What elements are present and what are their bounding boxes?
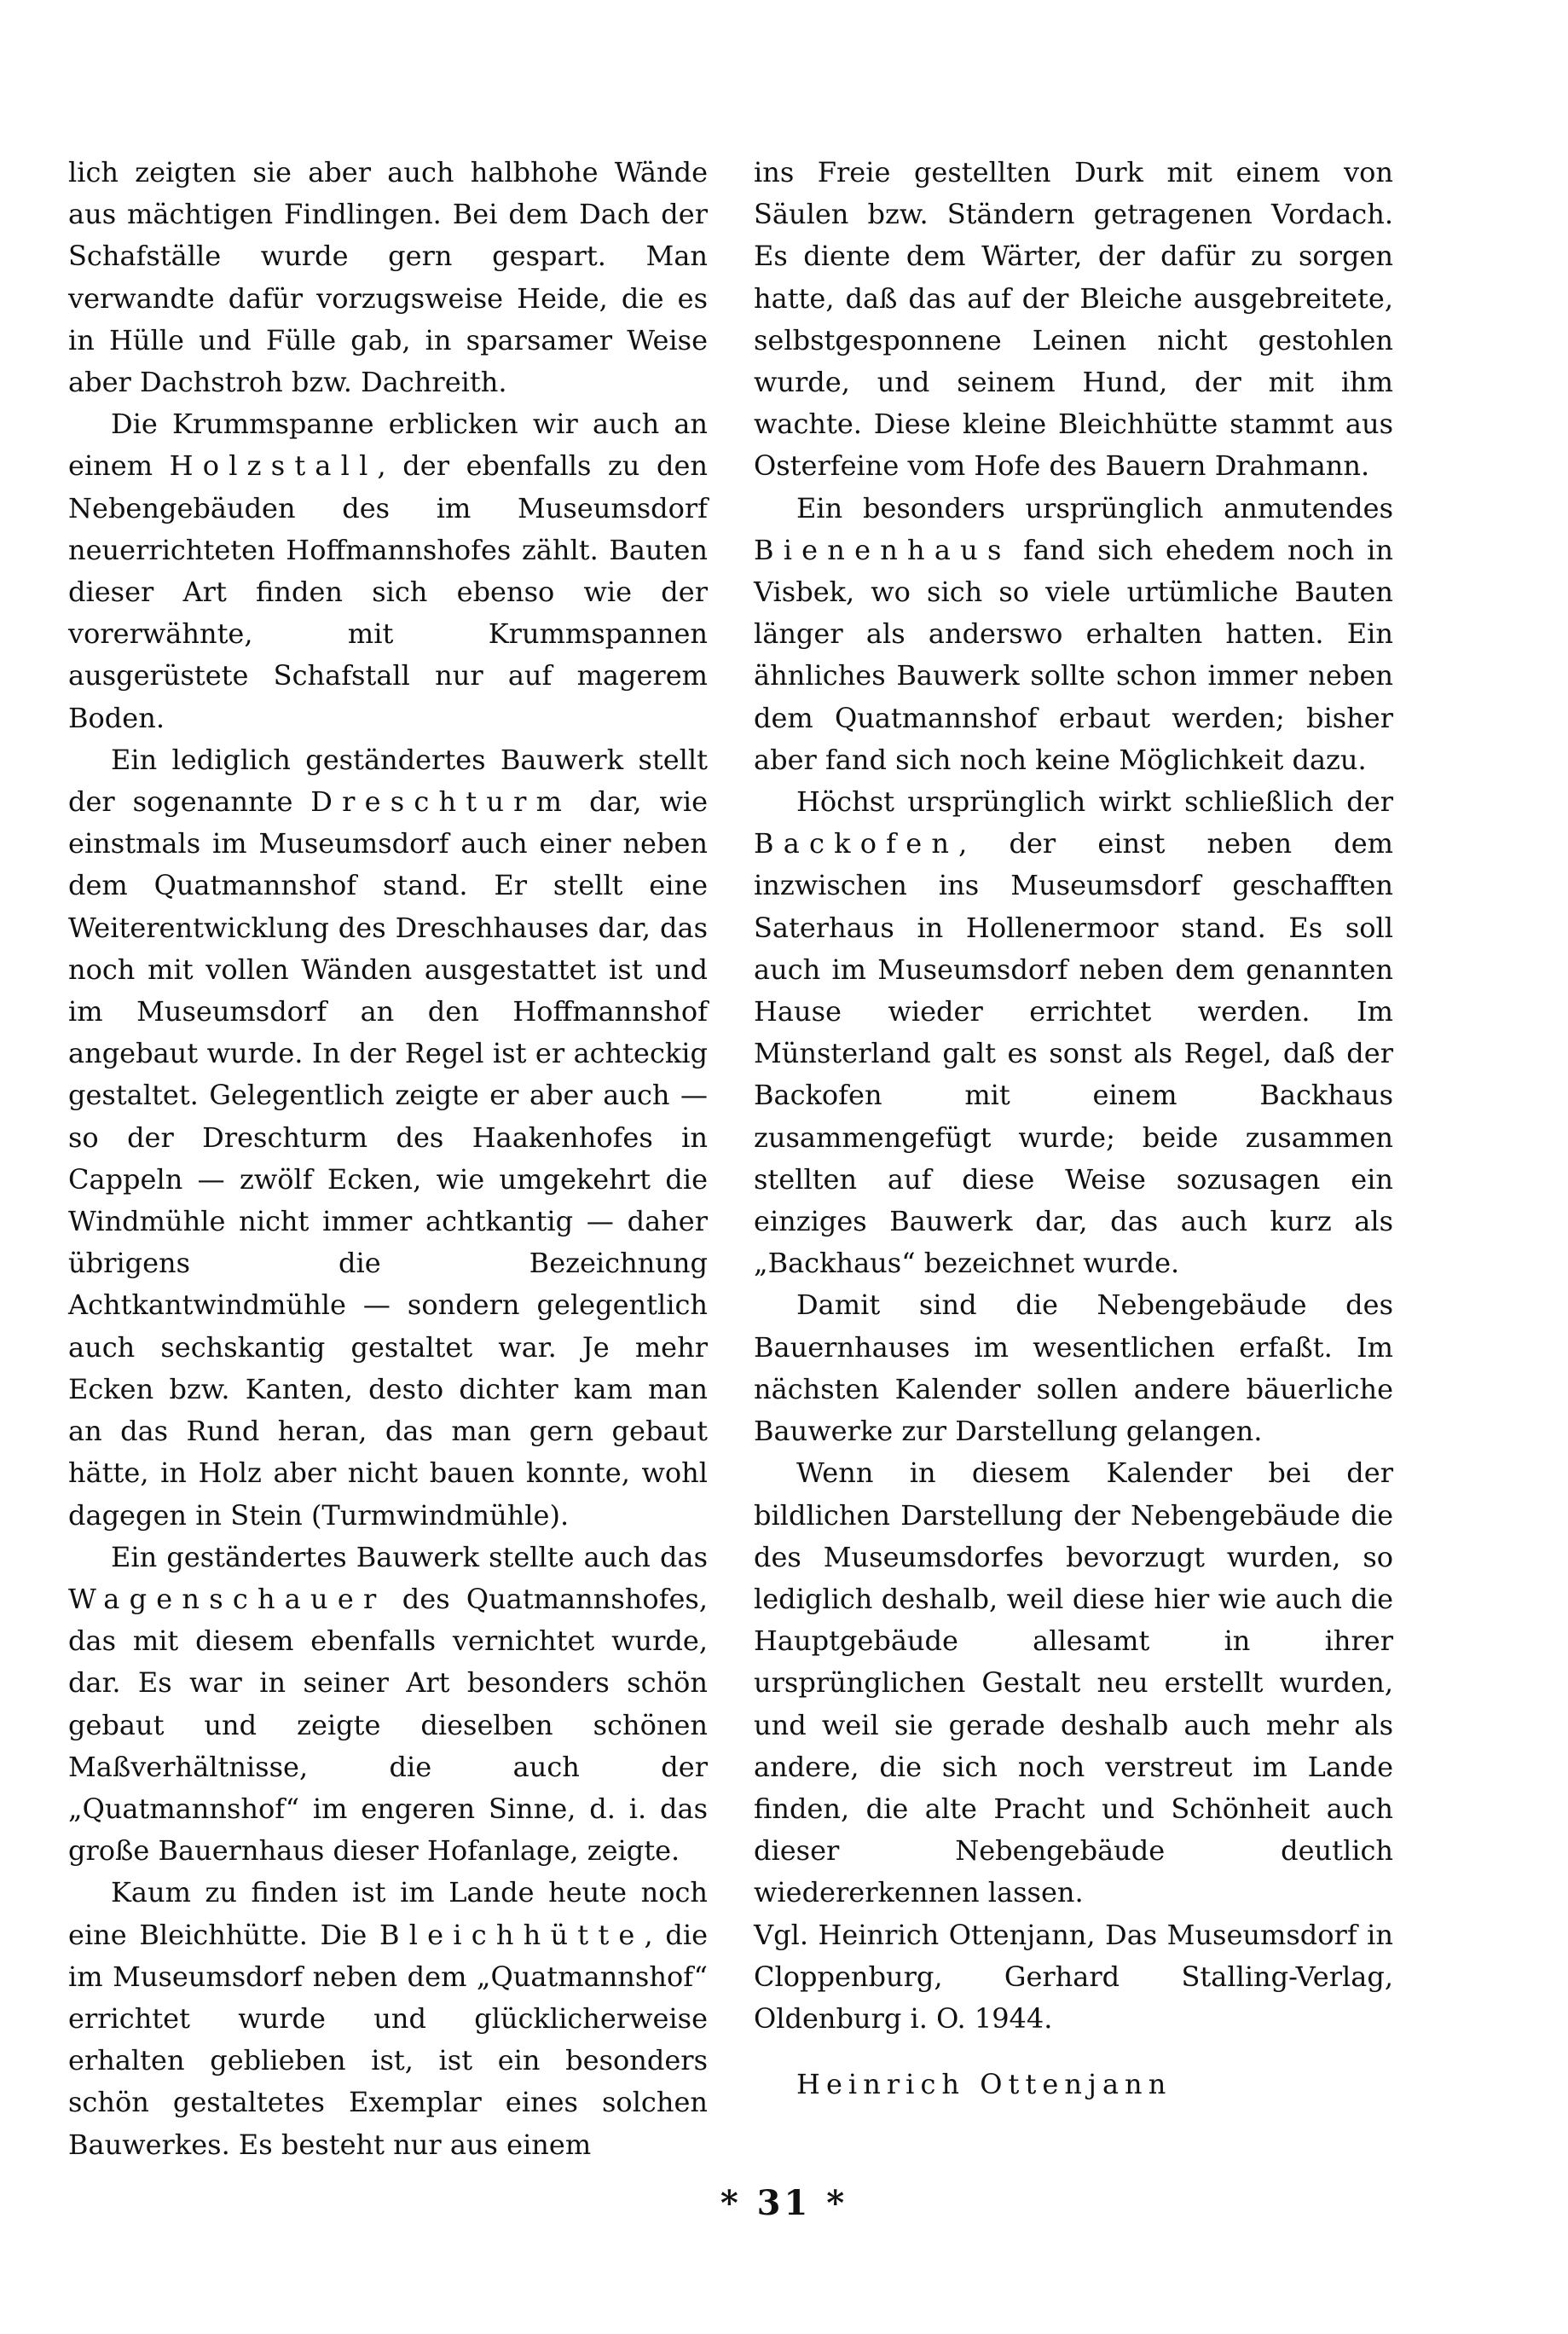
right-column	[754, 152, 1393, 2105]
paragraph: Die Krummspanne erblicken wir auch an einem Holzstall, der ebenfalls zu den Nebengebäuden des im Museumsdorf neuerrichteten Hoffmannshofes zählt. Bauten dieser Art finden sich ebenso wie der vorerwähnte, mit Krummspannen ausgerüstete Schafstall nur auf magerem Boden.	[68, 408, 709, 734]
spaced-term: Wagenschauer	[68, 1582, 386, 1615]
page-number: * 31 *	[720, 2183, 848, 2223]
spaced-term: Bienenhaus	[754, 533, 1011, 566]
paragraph: Höchst ursprünglich wirkt schließlich der Backofen, der einst neben dem inzwischen ins Museumsdorf geschafften Saterhaus in Hollenermoor stand. Es soll auch im Museumsdorf neben dem genannten Hause wieder errichtet werden. Im Münsterland galt es sonst als Regel, daß der Backofen mit einem Backhaus zusammengefügt wurde; beide zusammen stellten auf diese Weise sozusagen ein einziges Bauwerk dar, das auch kurz als „Backhaus“ bezeichnet wurde.	[754, 785, 1393, 1280]
paragraph: Ein lediglich geständertes Bauwerk stellt der sogenannte Dreschturm dar, wie einstmals im Museumsdorf auch einer neben dem Quatmannshof stand. Er stellt eine Weiterentwicklung des Dreschhauses dar, das noch mit vollen Wänden ausgestattet ist und im Museumsdorf an den Hoffmannshof angebaut wurde. In der Regel ist er achteckig gestaltet. Gelegentlich zeigte er aber auch — so der Dreschturm des Haakenhofes in Cappeln — zwölf Ecken, wie umgekehrt die Windmühle nicht immer achtkantig — daher übrigens die Bezeichnung Achtkantwindmühle — sondern gelegentlich auch sechskantig gestaltet war. Je mehr Ecken bzw. Kanten, desto dichter kam man an das Rund heran, das man gern gebaut hätte, in Holz aber nicht bauen konnte, wohl dagegen in Stein (Turmwindmühle).	[68, 743, 708, 1532]
paragraph: lich zeigten sie aber auch halbhohe Wände aus mächtigen Findlingen. Bei dem Dach der Schafställe wurde gern gespart. Man verwandte dafür vorzugsweise Heide, die es in Hülle und Fülle gab, in sparsamer Weise aber Dachstroh bzw. Dachreith.	[68, 156, 708, 399]
reference-note: Vgl. Heinrich Ottenjann, Das Museumsdorf in Cloppenburg, Gerhard Stalling-Verlag, Oldenburg i. O. 1944.	[754, 1918, 1393, 2035]
paragraph: Ein geständertes Bauwerk stellte auch das Wagenschauer des Quatmannshofes, das mit diesem ebenfalls vernichtet wurde, dar. Es war in seiner Art besonders schön gebaut und zeigte dieselben schönen Maßverhältnisse, die auch der „Quatmannshof“ im engeren Sinne, d. i. das große Bauernhaus dieser Hofanlage, zeigte.	[68, 1540, 708, 1868]
paragraph: ins Freie gestellten Durk mit einem von Säulen bzw. Ständern getragenen Vordach. Es diente dem Wärter, der dafür zu sorgen hatte, daß das auf der Bleiche ausgebreitete, selbstgesponnene Leinen nicht gestohlen wurde, und seinem Hund, der mit ihm wachte. Diese kleine Bleichhütte stammt aus Osterfeine vom Hofe des Bauern Drahmann.	[754, 156, 1393, 483]
spaced-term: Dreschturm	[310, 785, 572, 819]
paragraph: Damit sind die Nebengebäude des Bauernhauses im wesentlichen erfaßt. Im nächsten Kalender sollen andere bäuerliche Bauwerke zur Darstellung gelangen.	[754, 1289, 1393, 1448]
paragraph: Wenn in diesem Kalender bei der bildlichen Darstellung der Nebengebäude die des Museumsdorfes bevorzugt wurden, so lediglich deshalb, weil diese hier wie auch die Hauptgebäude allesamt in ihrer ursprünglichen Gestalt neu erstellt wurden, und weil sie gerade deshalb auch mehr als andere, die sich noch verstreut im Lande finden, die alte Pracht und Schönheit auch dieser Nebengebäude deutlich wiedererkennen lassen.	[754, 1457, 1393, 1909]
spaced-term: Backofen	[754, 827, 959, 860]
left-column	[68, 152, 708, 2166]
paragraph: Kaum zu finden ist im Lande heute noch eine Bleichhütte. Die Bleichhütte, die im Museumsdorf neben dem „Quatmannshof“ errichtet wurde und glücklicherweise erhalten geblieben ist, ist ein besonders schön gestaltetes Exemplar eines solchen Bauwerkes. Es besteht nur aus einem	[68, 1876, 709, 2161]
paragraph: Ein besonders ursprünglich anmutendes Bienenhaus fand sich ehedem noch in Visbek, wo sich so viele urtümliche Bauten länger als anderswo erhalten hatten. Ein ähnliches Bauwerk sollte schon immer neben dem Quatmannshof erbaut werden; bisher aber fand sich noch keine Möglichkeit dazu.	[754, 491, 1393, 776]
author-signature: Heinrich Ottenjann	[796, 2068, 1172, 2101]
spaced-term: Holzstall	[169, 449, 378, 483]
spaced-term: Bleichhütte	[379, 1918, 645, 1951]
